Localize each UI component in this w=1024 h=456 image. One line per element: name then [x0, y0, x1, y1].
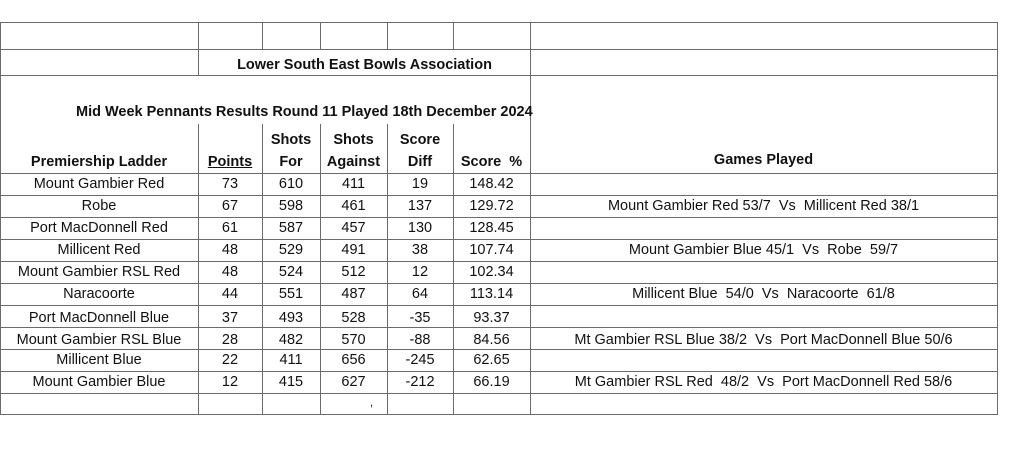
- shots-for-cell: 482: [278, 332, 304, 348]
- header-shots-against-2: Against: [326, 154, 381, 170]
- team-name: Mount Gambier RSL Blue: [16, 332, 182, 348]
- header-shots-against-1: Shots: [333, 132, 374, 148]
- points-cell: 48: [221, 242, 239, 258]
- header-score-diff-2: Diff: [407, 154, 433, 170]
- score-diff-cell: -245: [405, 352, 435, 368]
- team-name: Mount Gambier Red: [33, 176, 165, 192]
- score-diff-cell: 64: [411, 286, 429, 302]
- grid-line: [320, 22, 321, 49]
- points-cell: 61: [221, 220, 239, 236]
- shots-for-cell: 551: [278, 286, 304, 302]
- header-ladder: Premiership Ladder: [30, 154, 168, 170]
- shots-for-cell: 598: [278, 198, 304, 214]
- game-result: Mount Gambier Red 53/7 Vs Millicent Red 38/1: [607, 198, 920, 214]
- shots-against-cell: 656: [341, 352, 366, 368]
- grid-line: [0, 349, 998, 350]
- grid-line: [0, 217, 998, 218]
- team-name: Millicent Blue: [56, 352, 142, 368]
- team-name: Millicent Red: [57, 242, 141, 258]
- shots-against-cell: 411: [341, 176, 366, 192]
- points-cell: 73: [221, 176, 239, 192]
- shots-for-cell: 610: [278, 176, 304, 192]
- shots-against-cell: 491: [341, 242, 366, 258]
- header-points: Points: [207, 154, 253, 170]
- grid-line: [262, 22, 263, 49]
- points-cell: 44: [221, 286, 239, 302]
- grid-line: [0, 414, 998, 415]
- shots-against-cell: 461: [341, 198, 366, 214]
- game-result: Mt Gambier RSL Red 48/2 Vs Port MacDonnell Red 58/6: [574, 374, 953, 390]
- score-pct-cell: 113.14: [469, 286, 514, 302]
- grid-line: [530, 22, 531, 414]
- grid-line: [0, 75, 998, 76]
- score-pct-cell: 128.45: [469, 220, 514, 236]
- score-diff-cell: 130: [407, 220, 433, 236]
- shots-against-cell: 627: [341, 374, 366, 390]
- grid-line: [0, 283, 998, 284]
- score-pct-cell: 62.65: [473, 352, 510, 368]
- score-pct-cell: 102.34: [469, 264, 514, 280]
- shots-against-cell: 487: [341, 286, 366, 302]
- team-name: Port MacDonnell Red: [30, 220, 168, 236]
- header-score-diff-1: Score: [399, 132, 441, 148]
- score-diff-cell: 38: [411, 242, 429, 258]
- score-pct-cell: 84.56: [473, 332, 510, 348]
- points-cell: 28: [221, 332, 239, 348]
- points-cell: 48: [221, 264, 239, 280]
- score-diff-cell: -35: [409, 310, 431, 326]
- score-diff-cell: -88: [409, 332, 431, 348]
- team-name: Naracoorte: [63, 286, 135, 302]
- grid-line: [0, 305, 998, 306]
- score-pct-cell: 129.72: [469, 198, 514, 214]
- shots-for-cell: 587: [278, 220, 304, 236]
- shots-for-cell: 529: [278, 242, 304, 258]
- team-name: Port MacDonnell Blue: [28, 310, 170, 326]
- points-cell: 37: [221, 310, 239, 326]
- points-cell: 22: [221, 352, 239, 368]
- grid-line: [0, 327, 998, 328]
- points-cell: 12: [221, 374, 239, 390]
- grid-line: [0, 393, 998, 394]
- shots-against-cell: 528: [341, 310, 366, 326]
- grid-line: [387, 22, 388, 49]
- shots-for-cell: 411: [279, 352, 303, 368]
- team-name: Robe: [81, 198, 117, 214]
- score-diff-cell: 19: [411, 176, 429, 192]
- grid-line: [0, 261, 998, 262]
- grid-line: [0, 371, 998, 372]
- team-name: Mount Gambier Blue: [32, 374, 166, 390]
- page-title: Lower South East Bowls Association: [237, 57, 492, 73]
- grid-line: [0, 239, 998, 240]
- header-games-played: Games Played: [713, 152, 814, 168]
- score-pct-cell: 107.74: [469, 242, 514, 258]
- stray-mark: ,: [370, 397, 374, 409]
- score-diff-cell: 137: [407, 198, 433, 214]
- score-pct-cell: 66.19: [473, 374, 510, 390]
- grid-line: [453, 22, 454, 49]
- shots-for-cell: 415: [278, 374, 304, 390]
- header-shots-for-1: Shots: [270, 132, 312, 148]
- score-pct-cell: 93.37: [473, 310, 510, 326]
- team-name: Mount Gambier RSL Red: [17, 264, 181, 280]
- grid-line: [997, 22, 998, 415]
- shots-for-cell: 524: [278, 264, 304, 280]
- shots-for-cell: 493: [278, 310, 304, 326]
- score-pct-cell: 148.42: [469, 176, 514, 192]
- grid-line: [0, 195, 998, 196]
- grid-line: [0, 22, 998, 23]
- grid-line: [0, 49, 998, 50]
- header-shots-for-2: For: [279, 154, 303, 170]
- score-diff-cell: 12: [411, 264, 429, 280]
- grid-line: [0, 173, 998, 174]
- page-subtitle: Mid Week Pennants Results Round 11 Played 18th December 2024: [76, 104, 533, 120]
- points-cell: 67: [221, 198, 239, 214]
- game-result: Mount Gambier Blue 45/1 Vs Robe 59/7: [628, 242, 899, 258]
- score-diff-cell: -212: [405, 374, 435, 390]
- header-score-pct: Score %: [460, 154, 523, 170]
- grid-line: [198, 22, 199, 49]
- shots-against-cell: 570: [341, 332, 366, 348]
- game-result: Mt Gambier RSL Blue 38/2 Vs Port MacDonnell Blue 50/6: [574, 332, 953, 348]
- shots-against-cell: 512: [341, 264, 366, 280]
- shots-against-cell: 457: [341, 220, 366, 236]
- game-result: Millicent Blue 54/0 Vs Naracoorte 61/8: [632, 286, 895, 302]
